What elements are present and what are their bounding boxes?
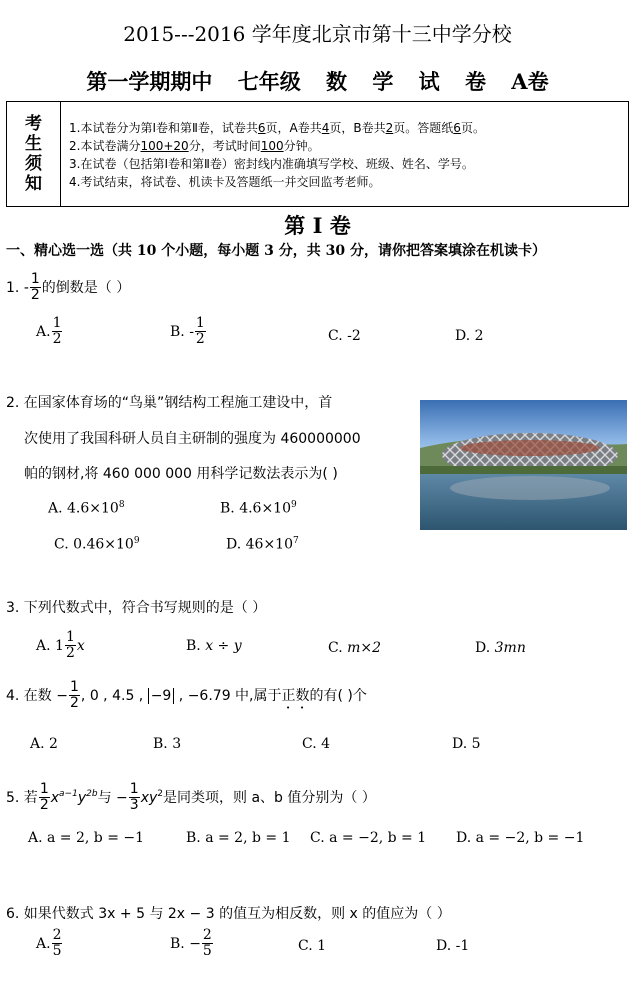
question-1: 1. - $\frac{1}{2}$ 的倒数是（ ） (6, 271, 131, 304)
q3-option-a[interactable]: A. 1 $\frac{1}{2}$ x (36, 629, 85, 662)
birds-nest-stadium-photo (420, 400, 627, 530)
q2-line-1: 2. 在国家体育场的“鸟巢”钢结构工程施工建设中，首 (6, 395, 333, 411)
question-6: 6. 如果代数式 3x + 5 与 2x − 3 的值互为相反数，则 x 的值应为（ ） (6, 906, 451, 922)
q4-option-d[interactable]: D. 5 (452, 736, 481, 752)
q3-option-b[interactable]: B. x ÷ y (186, 638, 242, 654)
notice-content (69, 119, 485, 191)
exam-subtitle: 第一学期期中 七年级 数 学 试 卷 A卷 (86, 69, 549, 94)
notice-line-2: 2.本试卷满分100+20分，考试时间100分钟。 (69, 139, 320, 153)
notice-line-3: 3.在试卷（包括第Ⅰ卷和第Ⅱ卷）密封线内准确填写学校、班级、姓名、学号。 (69, 157, 474, 171)
section-title: 第 I 卷 (284, 213, 351, 238)
q1-option-b[interactable]: B. - $\frac{1}{2}$ (170, 315, 205, 348)
school-title: 2015---2016 学年度北京市第十三中学分校 (123, 22, 512, 46)
q2-line-3: 帕的钢材,将 460 000 000 用科学记数法表示为( ) (24, 466, 338, 482)
notice-line-4: 4.考试结束，将试卷、机读卡及答题纸一并交回监考老师。 (69, 175, 381, 189)
exam-notice-box (6, 101, 629, 207)
q2-option-d[interactable]: D. $46\times 10^7$ (226, 536, 299, 553)
q1-option-c[interactable]: C. -2 (328, 328, 361, 344)
notice-line-1: 1.本试卷分为第Ⅰ卷和第Ⅱ卷，试卷共6页，A卷共4页，B卷共2页。答题纸6页。 (69, 121, 485, 135)
q5-option-a[interactable]: A. a = 2, b = −1 (28, 830, 145, 846)
q4-option-c[interactable]: C. 4 (302, 736, 331, 752)
q1-option-d[interactable]: D. 2 (455, 328, 484, 344)
q4-option-b[interactable]: B. 3 (153, 736, 182, 752)
q2-line-2: 次使用了我国科研人员自主研制的强度为 460000000 (24, 431, 361, 447)
q5-option-c[interactable]: C. a = −2, b = 1 (310, 830, 427, 846)
notice-label: 考 生 须 知 (7, 102, 61, 206)
q5-option-b[interactable]: B. a = 2, b = 1 (186, 830, 291, 846)
question-4: 4. 在数 − $\frac{1}{2}$ , 0 , 4.5 , −9 , −6.79 中,属于正数的有( )个 (6, 679, 367, 712)
q2-option-c[interactable]: C. $0.46\times 10^9$ (54, 536, 140, 553)
q6-option-c[interactable]: C. 1 (298, 938, 327, 954)
part1-title: 一、精心选一选（共 10 个小题，每小题 3 分，共 30 分，请你把答案填涂在机读卡） (6, 243, 546, 259)
q2-option-b[interactable]: B. $4.6\times 10^9$ (220, 500, 297, 517)
q3-option-d[interactable]: D. 3mn (475, 640, 526, 656)
question-5: 5. 若 $\frac{1}{2}$ $x^{a-1}y^{2b}$与 − $\frac{1}{3}$ $xy^2$是同类项，则 a、b 值分别为（ ） (6, 781, 376, 814)
q1-option-a[interactable]: A. $\frac{1}{2}$ (36, 315, 62, 348)
q6-option-a[interactable]: A. $\frac{2}{5}$ (36, 927, 62, 960)
q2-option-a[interactable]: A. $4.6\times 10^8$ (48, 500, 125, 517)
q3-option-c[interactable]: C. m×2 (328, 640, 382, 656)
fraction: $\frac{1}{2}$ (30, 271, 40, 304)
question-3: 3. 下列代数式中，符合书写规则的是（ ） (6, 600, 267, 616)
q6-option-d[interactable]: D. -1 (436, 938, 470, 954)
q5-option-d[interactable]: D. a = −2, b = −1 (456, 830, 585, 846)
q4-option-a[interactable]: A. 2 (30, 736, 58, 752)
q6-option-b[interactable]: B. − $\frac{2}{5}$ (170, 927, 212, 960)
